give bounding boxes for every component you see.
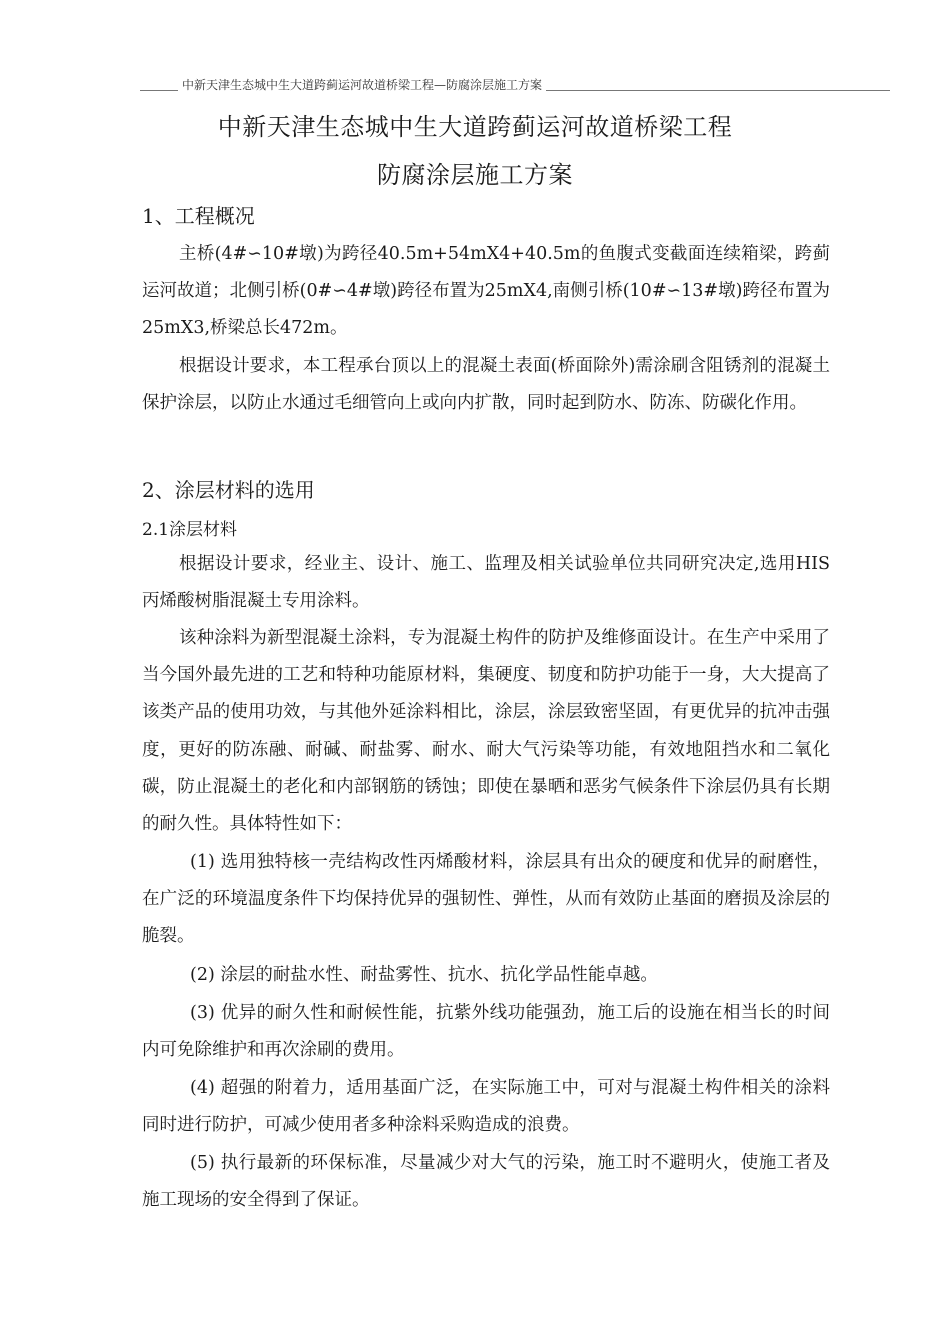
feature-item-4: (4) 超强的附着力，适用基面广泛，在实际施工中，可对与混凝土构件相关的涂料同时进行防护，可减少使用者多种涂料采购造成的浪费。	[142, 1078, 830, 1136]
section-2-paragraph-1: 根据设计要求，经业主、设计、施工、监理及相关试验单位共同研究决定,选用HIS丙烯酸树脂混凝土专用涂料。	[142, 554, 830, 612]
feature-item-3: (3) 优异的耐久性和耐候性能，抗紫外线功能强劲，施工后的设施在相当长的时间内可免除维护和再次涂刷的费用。	[142, 1003, 830, 1061]
subsection-2-1-heading: 2.1涂层材料	[142, 520, 238, 540]
section-1-paragraph-2: 根据设计要求，本工程承台顶以上的混凝土表面(桥面除外)需涂刷含阻锈剂的混凝土保护涂层，以防止水通过毛细管向上或向内扩散，同时起到防水、防冻、防碳化作用。	[142, 356, 830, 414]
section-2-paragraph-2: 该种涂料为新型混凝土涂料，专为混凝土构件的防护及维修面设计。在生产中采用了当今国外最先进的工艺和特种功能原材料，集硬度、韧度和防护功能于一身，大大提高了该类产品的使用功效，与其他外延涂料相比，涂层，涂层致密坚固，有更优异的抗冲击强度，更好的防冻融、耐碱、耐盐雾、耐水、耐大气污染等功能，有效地阻挡水和二氧化碳，防止混凝土的老化和内部钢筋的锈蚀；即使在暴晒和恶劣气候条件下涂层仍具有长期的耐久性。具体特性如下：	[142, 628, 830, 835]
running-header: 中新天津生态城中生大道跨蓟运河故道桥梁工程—防腐涂层施工方案	[178, 76, 546, 93]
section-1-paragraph-1: 主桥(4#∽10#墩)为跨径40.5m+54mX4+40.5m的鱼腹式变截面连续箱梁，跨蓟运河故道；北侧引桥(0#∽4#墩)跨径布置为25mX4,南侧引桥(10#∽13#墩)跨径布置为25mX3,桥梁总长472m。	[142, 244, 830, 339]
feature-item-2: (2) 涂层的耐盐水性、耐盐雾性、抗水、抗化学品性能卓越。	[190, 965, 658, 985]
feature-item-5: (5) 执行最新的环保标准，尽量减少对大气的污染，施工时不避明火，使施工者及施工现场的安全得到了保证。	[142, 1153, 830, 1211]
document-subtitle: 防腐涂层施工方案	[377, 161, 573, 189]
document-title: 中新天津生态城中生大道跨蓟运河故道桥梁工程	[217, 113, 733, 141]
feature-item-1: (1) 选用独特核一壳结构改性丙烯酸材料，涂层具有出众的硬度和优异的耐磨性，在广泛的环境温度条件下均保持优异的强韧性、弹性，从而有效防止基面的磨损及涂层的脆裂。	[142, 852, 830, 947]
section-1-heading: 1、工程概况	[142, 204, 255, 228]
section-2-heading: 2、涂层材料的选用	[142, 478, 315, 502]
